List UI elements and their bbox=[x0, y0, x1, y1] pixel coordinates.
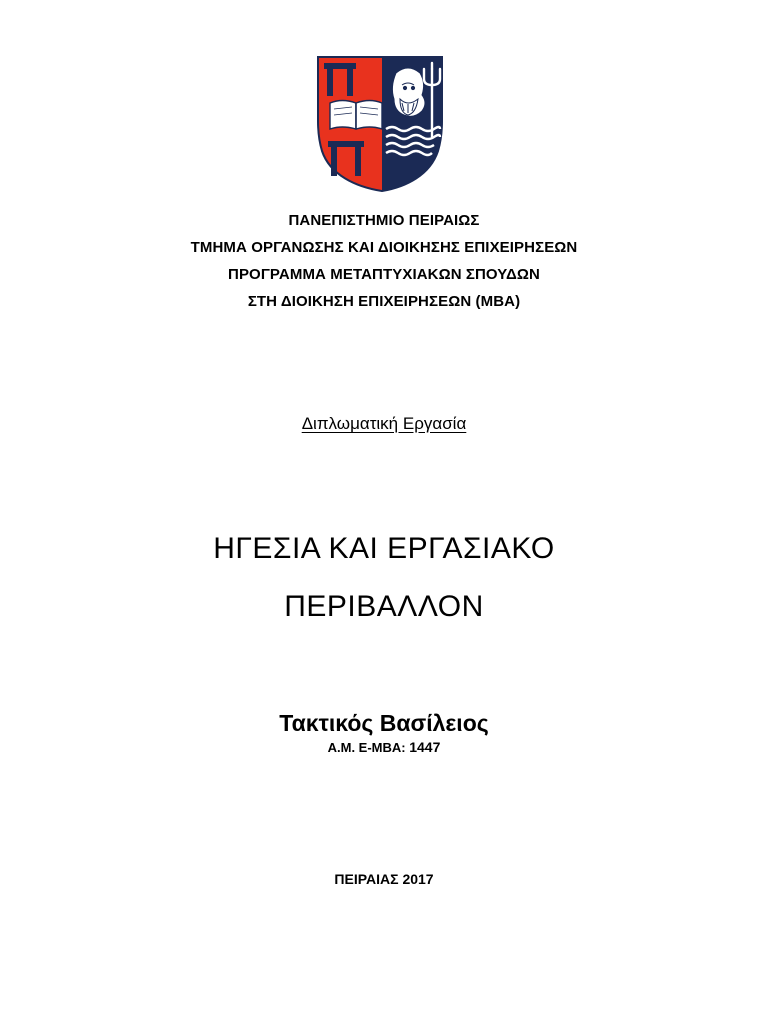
program-specialization: ΣΤΗ ΔΙΟΙΚΗΣΗ ΕΠΙΧΕΙΡΗΣΕΩΝ (MBA) bbox=[247, 293, 521, 310]
thesis-title-line-1: ΗΓΕΣΙΑ ΚΑΙ ΕΡΓΑΣΙΑΚΟ bbox=[213, 532, 555, 565]
thesis-type-label: Διπλωματική Εργασία bbox=[301, 414, 467, 433]
thesis-title bbox=[0, 520, 768, 636]
institution-block bbox=[0, 207, 768, 315]
university-crest-logo bbox=[316, 55, 444, 193]
student-id bbox=[0, 738, 768, 757]
student-id-value: 1447 bbox=[409, 739, 441, 755]
thesis-type-heading bbox=[0, 413, 768, 435]
author-name: Τακτικός Βασίλειος bbox=[279, 710, 489, 736]
place-and-year: ΠΕΙΡΑΙΑΣ 2017 bbox=[334, 871, 434, 887]
program-name: ΠΡΟΓΡΑΜΜΑ ΜΕΤΑΠΤΥΧΙΑΚΩΝ ΣΠΟΥΔΩΝ bbox=[228, 266, 540, 283]
department-name: ΤΜΗΜΑ ΟΡΓΑΝΩΣΗΣ ΚΑΙ ΔΙΟΙΚΗΣΗΣ ΕΠΙΧΕΙΡΗΣΕΩΝ bbox=[190, 239, 578, 256]
university-name: ΠΑΝΕΠΙΣΤΗΜΙΟ ΠΕΙΡΑΙΩΣ bbox=[288, 212, 480, 229]
thesis-title-line-2: ΠΕΡΙΒΑΛΛΟΝ bbox=[284, 590, 484, 623]
student-id-label: Α.Μ. Ε-ΜΒΑ: bbox=[327, 740, 406, 755]
